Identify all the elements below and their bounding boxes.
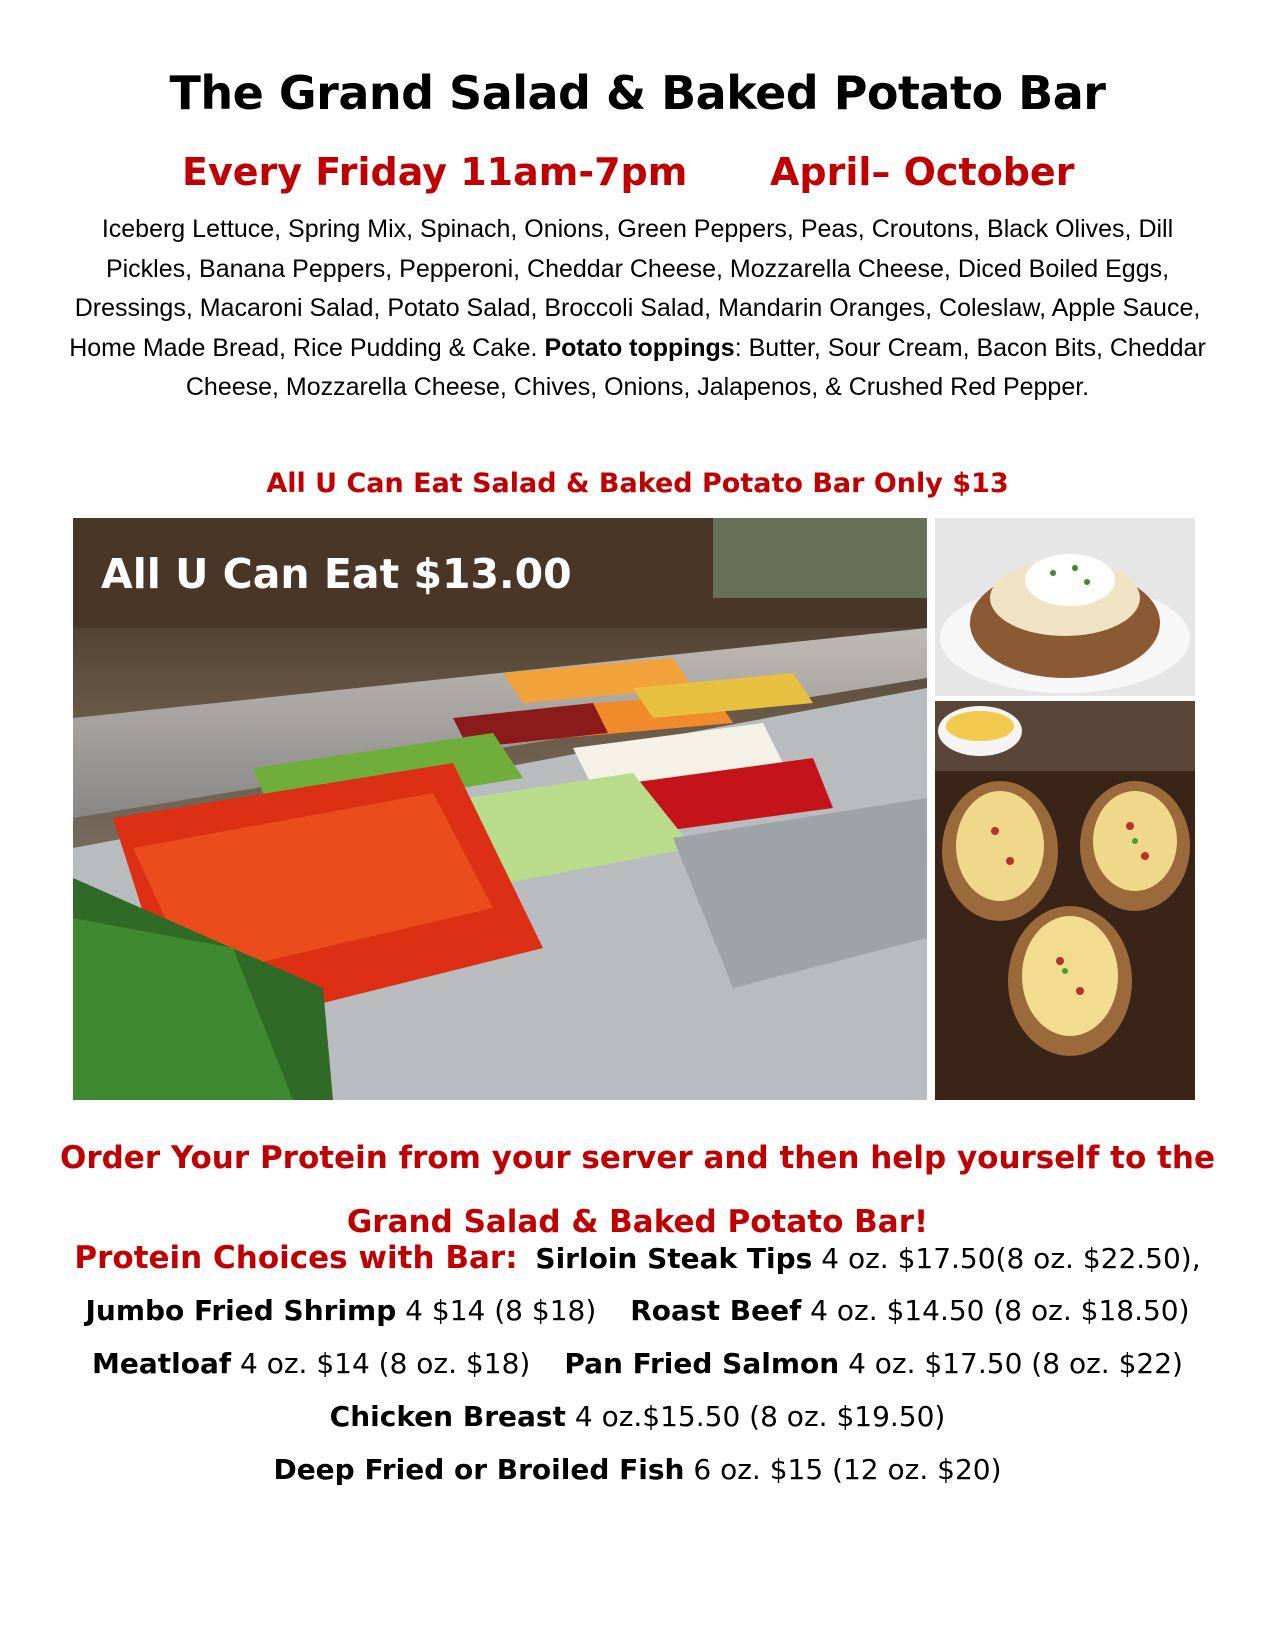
schedule (0, 150, 1275, 206)
potato-toppings-items: : Butter, Sour Cream, Bacon Bits, Cheddar Cheese, Mozzarella Cheese, Chives, Onions, Jalapenos, & Crushed Red Pepper. (185, 333, 1206, 401)
protein-name: Chicken Breast (329, 1400, 566, 1433)
protein-price: 6 oz. $15 (12 oz. $20) (684, 1453, 1002, 1486)
protein-price: 4 oz.$15.50 (8 oz. $19.50) (565, 1400, 946, 1433)
protein-price: 4 oz. $17.50(8 oz. $22.50), (812, 1242, 1201, 1275)
potato-toppings-label: Potato toppings (544, 333, 735, 362)
loaded-potatoes-photo (935, 701, 1195, 1100)
protein-price: 4 $14 (8 $18) (396, 1294, 597, 1327)
protein-price: 4 oz. $14 (8 oz. $18) (231, 1347, 531, 1380)
loaded-potatoes-illustration (935, 701, 1195, 1100)
protein-price: 4 oz. $17.50 (8 oz. $22) (839, 1347, 1183, 1380)
promo-line: All U Can Eat Salad & Baked Potato Bar Only $13 (266, 468, 1009, 499)
protein-name: Roast Beef (630, 1294, 802, 1327)
protein-name: Pan Fried Salmon (564, 1347, 840, 1380)
order-instructions: Order Your Protein from your server and then help yourself to the Grand Salad & Baked Potato Bar! (59, 1140, 1216, 1240)
page-title: The Grand Salad & Baked Potato Bar (169, 66, 1106, 120)
protein-name: Meatloaf (92, 1347, 232, 1380)
baked-potato-photo (935, 518, 1195, 696)
protein-choices-label: Protein Choices with Bar (74, 1240, 506, 1276)
schedule-day: Every Friday 11am-7pm (182, 150, 688, 194)
photo-overlay-text: All U Can Eat $13.00 (101, 550, 572, 598)
protein-line-3 (0, 1347, 1275, 1380)
protein-line-4 (0, 1400, 1275, 1433)
protein-line-5 (0, 1453, 1275, 1486)
protein-name: Jumbo Fried Shrimp (85, 1294, 397, 1327)
protein-name: Deep Fried or Broiled Fish (273, 1453, 685, 1486)
protein-name: Sirloin Steak Tips (535, 1242, 813, 1275)
protein-line-2 (0, 1294, 1275, 1327)
protein-price: 4 oz. $14.50 (8 oz. $18.50) (801, 1294, 1190, 1327)
bar-description (60, 210, 1215, 408)
baked-potato-illustration (935, 518, 1195, 696)
schedule-season: April– October (770, 150, 1075, 194)
salad-bar-illustration (73, 518, 927, 1100)
protein-line-1: Protein Choices with Bar: Sirloin Steak Tips 4 oz. $17.50(8 oz. $22.50), (74, 1240, 1201, 1276)
bar-items: Iceberg Lettuce, Spring Mix, Spinach, Onions, Green Peppers, Peas, Croutons, Black Olives, Dill Pickles, Banana Peppers, Pepperoni, Cheddar Cheese, Mozzarella Cheese, Diced Boiled Eggs, Dressings, Macaroni Salad, Potato Salad, Broccoli Salad, Mandarin Oranges, Coleslaw, Apple Sauce, Home Made Bread, Rice Pudding & Cake. (69, 215, 1201, 362)
salad-bar-photo (73, 518, 927, 1100)
